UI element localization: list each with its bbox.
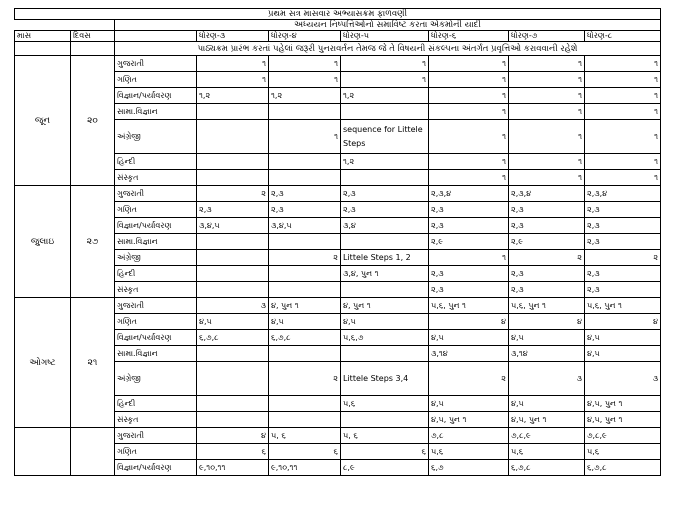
unit-cell: ૫,૬ [341,396,429,412]
grade-header: ધોરણ-૭ [509,31,585,42]
subject-cell: સામા.વિજ્ઞાન [115,104,197,120]
subject-cell: અંગ્રેજી [115,120,197,154]
unit-cell: ૧ [585,154,661,170]
unit-cell [341,346,429,362]
unit-cell: ૨,૩ [429,202,509,218]
unit-cell: ૩,૧૪ [429,346,509,362]
unit-cell: ૧ [269,120,341,154]
unit-cell: ૪,૫ [509,396,585,412]
unit-cell [341,282,429,298]
unit-cell: ૧ [197,56,269,72]
month-cell: જુલાઇ [15,186,71,298]
unit-cell: ૨ [429,362,509,396]
unit-cell: ૯,૧૦,૧૧ [269,460,341,476]
table-title: પ્રથમ સત્ર માસવાર અભ્યાસક્રમ ફાળવણી [15,9,661,20]
subject-cell: વિજ્ઞાન/પર્યાવરણ [115,330,197,346]
unit-cell: ૨,૩ [269,186,341,202]
unit-cell: ૬,૭,૮ [585,460,661,476]
unit-cell: ૨,૩ [509,266,585,282]
unit-cell: ૪,૫ [269,314,341,330]
unit-cell: ૫,૬,૭ [341,330,429,346]
days-cell: ૨૭ [71,186,115,298]
unit-cell: ૨,૩ [585,234,661,250]
unit-cell: ૧ [585,72,661,88]
unit-cell: ૧ [585,170,661,186]
unit-cell: ૧ [269,56,341,72]
subject-cell: વિજ્ઞાન/પર્યાવરણ [115,460,197,476]
unit-cell [269,396,341,412]
unit-cell: ૪,૫ [585,346,661,362]
subject-cell: વિજ્ઞાન/પર્યાવરણ [115,88,197,104]
unit-cell: ૩ [509,362,585,396]
unit-cell: ૨ [269,362,341,396]
table-row [15,56,661,72]
unit-cell: ૪,૫, પુન ૧ [585,396,661,412]
unit-cell: ૧ [429,104,509,120]
unit-cell: ૧ [269,72,341,88]
subject-cell: સંસ્કૃત [115,412,197,428]
subject-cell: ગણિત [115,72,197,88]
unit-cell: ૪ [509,314,585,330]
unit-cell: ૭,૮ [429,428,509,444]
grade-header: ધોરણ-૪ [269,31,341,42]
unit-cell: ૧,૨ [269,88,341,104]
unit-cell: Littele Steps 3,4 [341,362,429,396]
unit-cell: ૫, ૬ [269,428,341,444]
allocation-table [14,8,661,476]
table-row [15,298,661,314]
unit-cell: ૧ [509,120,585,154]
table-row [15,428,661,444]
unit-cell: ૬ [269,444,341,460]
unit-cell: ૧,૨ [341,154,429,170]
unit-cell: ૪,૫, પુન ૧ [509,412,585,428]
unit-cell: ૩,૪, પુન ૧ [341,266,429,282]
unit-cell: ૧ [429,170,509,186]
unit-cell: ૪, પુન ૧ [269,298,341,314]
unit-cell: ૬,૭,૮ [269,330,341,346]
unit-cell: ૧ [429,72,509,88]
subject-cell: સામા.વિજ્ઞાન [115,234,197,250]
unit-cell: ૪,૫ [429,396,509,412]
unit-cell: ૨,૯ [429,234,509,250]
subject-cell: હિન્દી [115,154,197,170]
unit-cell: ૬ [341,444,429,460]
unit-cell: ૨,૩ [341,202,429,218]
grade-header: ધોરણ-૩ [197,31,269,42]
unit-cell: ૩ [197,298,269,314]
unit-cell: ૩,૪,૫ [197,218,269,234]
unit-cell: ૭,૮,૯ [509,428,585,444]
unit-cell [197,282,269,298]
subject-cell: વિજ્ઞાન/પર્યાવરણ [115,218,197,234]
unit-cell: ૫,૬ [429,444,509,460]
unit-cell [269,346,341,362]
unit-cell: ૬,૭,૮ [509,460,585,476]
unit-cell: ૧ [585,88,661,104]
unit-cell: ૨,૯ [509,234,585,250]
subject-cell: ગુજરાતી [115,186,197,202]
subject-cell: ગણિત [115,314,197,330]
subject-cell: સંસ્કૃત [115,282,197,298]
unit-cell: ૨ [197,186,269,202]
unit-cell: ૨,૩,૪ [509,186,585,202]
unit-cell: ૧ [509,56,585,72]
unit-cell: ૫,૬ [585,444,661,460]
unit-cell [269,282,341,298]
unit-cell: ૨,૩,૪ [585,186,661,202]
unit-cell: ૫,૬, પુન ૧ [509,298,585,314]
unit-cell: ૨,૩ [429,282,509,298]
unit-cell: ૧ [429,88,509,104]
subject-cell: ગણિત [115,444,197,460]
unit-cell: ૪, પુન ૧ [341,298,429,314]
unit-cell: ૨,૩ [509,218,585,234]
subject-cell: હિન્દી [115,266,197,282]
unit-cell: ૨,૩ [585,218,661,234]
unit-cell: ૧,૨ [197,88,269,104]
unit-cell: ૫, ૬ [341,428,429,444]
unit-cell: ૨ [509,250,585,266]
unit-cell: ૨,૩ [509,282,585,298]
revision-note: પાઠ્યક્રમ પ્રારંભ કરતાં પહેલાં જરૂરી પુનરાવર્તન તેમજ જે તે વિષયની સંકલ્પના અંતર્ગત પ્રવૃત્તિઓ કરાવવાની રહેશે [115,42,661,56]
unit-cell: ૨ [269,250,341,266]
unit-cell [341,234,429,250]
unit-cell: ૧,૨ [341,88,429,104]
unit-cell [197,412,269,428]
unit-cell: ૧ [509,104,585,120]
subject-cell: અંગ્રેજી [115,250,197,266]
month-cell: ઓગષ્ટ [15,298,71,428]
unit-cell: ૧ [429,120,509,154]
unit-cell: ૨,૩ [197,202,269,218]
unit-cell: ૨,૩ [269,202,341,218]
unit-cell: ૨,૩ [341,186,429,202]
unit-cell: ૪,૫ [429,330,509,346]
unit-cell: ૨,૩ [429,266,509,282]
unit-cell [269,170,341,186]
unit-cell: ૧ [509,88,585,104]
unit-cell: ૪,૫, પુન ૧ [429,412,509,428]
unit-cell: ૪,૫ [509,330,585,346]
unit-cell: ૪,૫ [197,314,269,330]
subject-cell: ગણિત [115,202,197,218]
unit-cell [197,396,269,412]
month-cell: જૂન [15,56,71,186]
unit-cell: ૪,૫ [341,314,429,330]
unit-cell: ૨,૩ [509,202,585,218]
unit-cell [197,104,269,120]
unit-cell: ૫,૬, પુન ૧ [585,298,661,314]
unit-cell: ૬ [197,444,269,460]
unit-cell: ૩,૪ [341,218,429,234]
unit-cell: ૩,૪,૫ [269,218,341,234]
unit-cell [269,266,341,282]
unit-cell: ૪,૫ [585,330,661,346]
unit-cell: ૧ [585,56,661,72]
unit-cell [197,234,269,250]
unit-cell [197,154,269,170]
unit-cell: ૨,૩ [585,282,661,298]
unit-cell: ૧ [509,72,585,88]
unit-cell: ૫,૬, પુન ૧ [429,298,509,314]
unit-cell: ૫,૬ [509,444,585,460]
unit-cell: Littele Steps 1, 2 [341,250,429,266]
unit-cell: ૧ [341,72,429,88]
subject-cell: ગુજરાતી [115,56,197,72]
table-row [15,186,661,202]
unit-cell [197,120,269,154]
unit-cell [269,104,341,120]
unit-cell [197,170,269,186]
unit-cell [197,250,269,266]
unit-cell: ૧ [509,154,585,170]
unit-cell: sequence for Littele Steps [341,120,429,154]
unit-cell: ૪ [197,428,269,444]
unit-cell: ૪ [429,314,509,330]
unit-cell: ૧ [429,154,509,170]
subject-cell: સંસ્કૃત [115,170,197,186]
grade-header: ધોરણ-૫ [341,31,429,42]
unit-cell: ૩ [585,362,661,396]
unit-cell: ૧ [429,56,509,72]
unit-cell: ૩,૧૪ [509,346,585,362]
unit-cell: ૧ [429,250,509,266]
unit-cell: ૨,૩ [585,266,661,282]
unit-cell: ૪ [585,314,661,330]
unit-cell: ૪,૫, પુન ૧ [585,412,661,428]
unit-cell: ૧ [197,72,269,88]
unit-cell [341,104,429,120]
days-cell: ૨૧ [71,298,115,428]
days-header: દિવસ [71,31,115,42]
unit-cell: ૯,૧૦,૧૧ [197,460,269,476]
subject-cell: અંગ્રેજી [115,362,197,396]
unit-cell: ૧ [341,56,429,72]
unit-cell [197,266,269,282]
subject-cell: ગુજરાતી [115,298,197,314]
subject-cell: હિન્દી [115,396,197,412]
unit-cell: ૧ [509,170,585,186]
grade-header: ધોરણ-૬ [429,31,509,42]
grade-header: ધોરણ-૮ [585,31,661,42]
days-cell: ૨૦ [71,56,115,186]
table-subtitle: અધ્યયન નિષ્પત્તિઓનો સમાવિષ્ટ કરતા એકમોની યાદી [115,20,661,31]
unit-cell: ૨,૩,૪ [429,186,509,202]
unit-cell: ૧ [585,104,661,120]
days-cell [71,428,115,476]
month-cell [15,428,71,476]
unit-cell: ૧ [585,120,661,154]
unit-cell [269,412,341,428]
unit-cell: ૭,૮,૯ [585,428,661,444]
unit-cell [269,154,341,170]
unit-cell: ૬,૭,૮ [197,330,269,346]
unit-cell: ૮,૯ [341,460,429,476]
header-row [15,31,661,42]
month-header: માસ [15,31,71,42]
unit-cell [197,346,269,362]
unit-cell: ૬,૭ [429,460,509,476]
unit-cell [269,234,341,250]
unit-cell [341,412,429,428]
subject-cell: સામા.વિજ્ઞાન [115,346,197,362]
unit-cell: ૨,૩ [585,202,661,218]
unit-cell [341,170,429,186]
subject-cell: ગુજરાતી [115,428,197,444]
unit-cell: ૨,૩ [429,218,509,234]
unit-cell: ૨ [585,250,661,266]
unit-cell [197,362,269,396]
